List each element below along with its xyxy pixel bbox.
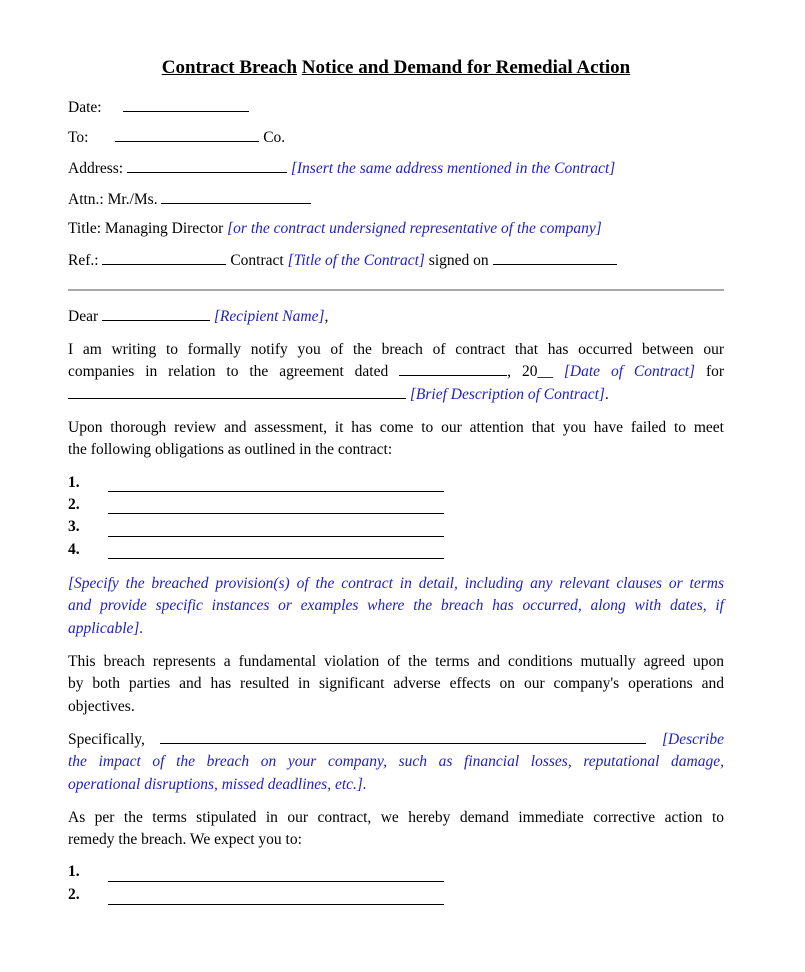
impact-field[interactable] — [160, 730, 646, 744]
para1-line1: I am writing to formally notify you of the breach of contract that has occurred between our — [68, 341, 724, 358]
recipient-field[interactable] — [102, 307, 210, 321]
address-label: Address: — [68, 160, 124, 177]
ref-line — [68, 251, 617, 270]
list-item-number: 4. — [68, 541, 80, 558]
title-label: Title: Managing Director — [68, 220, 224, 237]
divider — [68, 289, 724, 291]
specifically-label: Specifically, — [68, 731, 145, 748]
specify-line3: applicable]. — [68, 619, 144, 637]
title-hint: [or the contract undersigned representative of the company] — [227, 220, 602, 237]
signed-on-field[interactable] — [493, 251, 617, 265]
to-label: To: — [68, 129, 89, 146]
to-field[interactable] — [115, 128, 259, 142]
date-of-contract-hint: [Date of Contract] — [563, 363, 696, 381]
para1-period: . — [604, 385, 609, 403]
obligation-field-2[interactable] — [108, 497, 444, 514]
title-part2: Notice and Demand for Remedial Action — [301, 57, 631, 78]
title-part1: Contract Breach — [161, 57, 298, 78]
specify-hint — [68, 573, 724, 640]
salutation-comma: , — [324, 308, 329, 325]
para4-line3: operational disruptions, missed deadlines, etc.]. — [68, 775, 367, 793]
paragraph-obligations — [68, 417, 724, 462]
address-hint: [Insert the same address mentioned in the Contract] — [290, 160, 616, 177]
paragraph-violation — [68, 651, 724, 718]
attn-label: Attn.: Mr./Ms. — [68, 191, 158, 208]
to-line — [68, 128, 285, 147]
attn-field[interactable] — [161, 190, 311, 204]
ref-signed: signed on — [428, 252, 489, 269]
date-field[interactable] — [123, 98, 249, 112]
para4-line2: the impact of the breach on your company, such as financial losses, reputational damage, — [68, 753, 724, 771]
para1-line3 — [68, 384, 724, 406]
salutation — [68, 307, 328, 326]
para2-line2: the following obligations as outlined in the contract: — [68, 441, 393, 459]
ref-field[interactable] — [102, 251, 226, 265]
address-line — [68, 159, 615, 178]
to-suffix: Co. — [263, 129, 286, 146]
address-field[interactable] — [127, 159, 287, 173]
document-title — [68, 57, 724, 79]
recipient-hint: [Recipient Name] — [213, 308, 325, 325]
para3-line1: This breach represents a fundamental violation of the terms and conditions mutually agreed upon — [68, 653, 724, 670]
paragraph-demand — [68, 807, 724, 852]
para5-line2: remedy the breach. We expect you to: — [68, 831, 302, 849]
describe-hint: [Describe — [662, 731, 724, 748]
paragraph-notification — [68, 339, 724, 406]
para1-for: for — [705, 363, 725, 381]
specify-line2: and provide specific instances or examples where the breach has occurred, along with dates, if — [68, 597, 724, 615]
action-field-1[interactable] — [108, 864, 444, 882]
para3-line3: objectives. — [68, 697, 135, 715]
agreement-date-field[interactable] — [399, 362, 507, 376]
obligation-field-3[interactable] — [108, 519, 444, 537]
list-item-number: 1. — [68, 863, 80, 880]
para2-line1: Upon thorough review and assessment, it has come to our attention that you have failed to meet — [68, 419, 724, 436]
obligation-field-1[interactable] — [108, 475, 444, 492]
ref-hint: [Title of the Contract] — [287, 252, 425, 269]
list-item-number: 3. — [68, 518, 80, 535]
attn-line — [68, 190, 311, 209]
obligation-field-4[interactable] — [108, 542, 444, 559]
para1-line2-text: companies in relation to the agreement dated — [68, 363, 389, 381]
action-field-2[interactable] — [108, 887, 444, 905]
dear-label: Dear — [68, 308, 99, 325]
list-item-number: 2. — [68, 886, 80, 903]
specify-line1: [Specify the breached provision(s) of the contract in detail, including any relevant clauses or terms — [68, 575, 724, 592]
para4-line1 — [68, 729, 724, 751]
ref-label: Ref.: — [68, 252, 99, 269]
contract-description-field[interactable] — [68, 385, 406, 399]
list-item-number: 2. — [68, 496, 80, 513]
date-line — [68, 98, 249, 117]
title-line — [68, 220, 602, 238]
list-item-number: 1. — [68, 474, 80, 491]
date-label: Date: — [68, 99, 102, 116]
para3-line2: by both parties and has resulted in significant adverse effects on our company's operations and — [68, 675, 724, 693]
para1-line2 — [68, 361, 724, 383]
ref-contract: Contract — [230, 252, 284, 269]
paragraph-impact — [68, 729, 724, 796]
para1-year: , 20__ — [507, 363, 553, 381]
brief-description-hint: [Brief Description of Contract] — [409, 385, 605, 403]
para5-line1: As per the terms stipulated in our contract, we hereby demand immediate corrective action to — [68, 809, 724, 826]
